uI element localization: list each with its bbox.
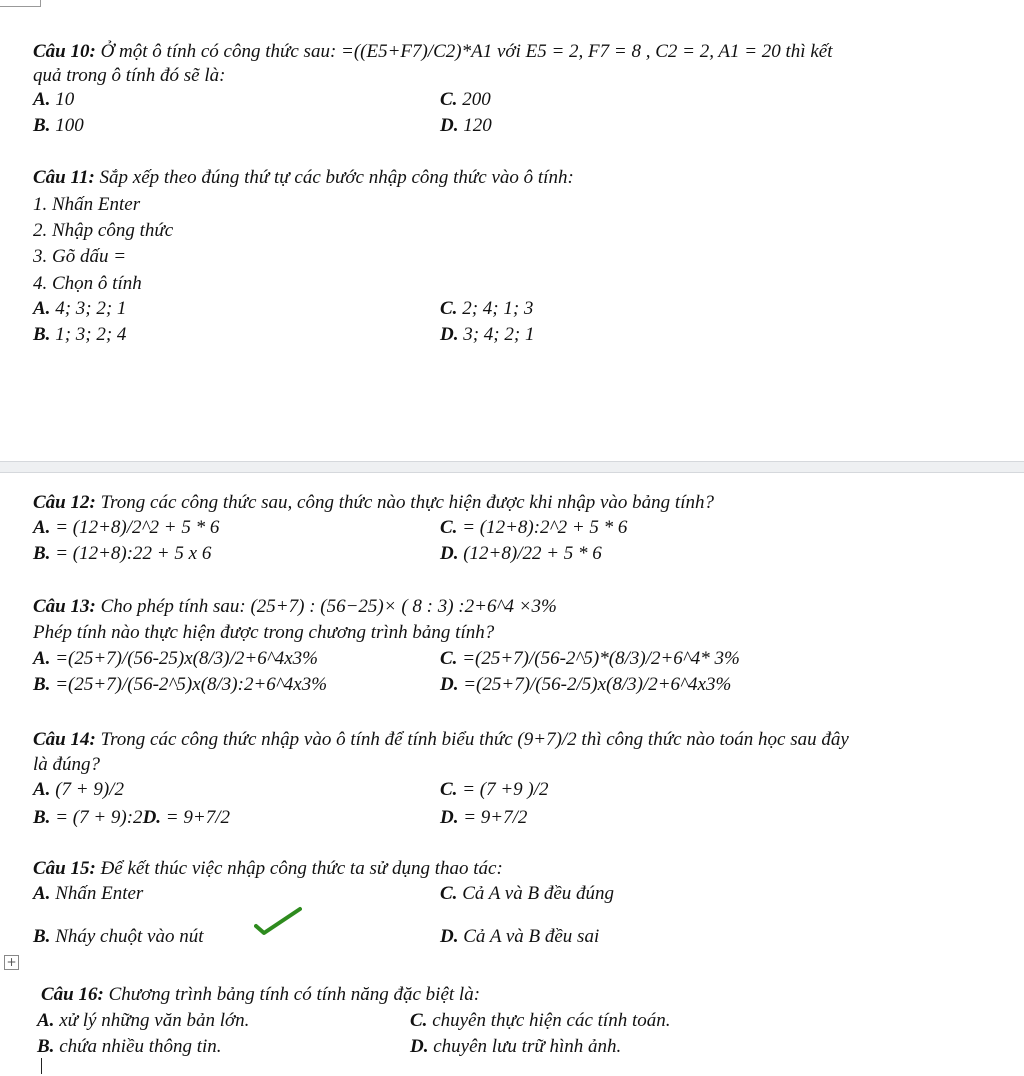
q15-label: Câu 15: [33,858,96,879]
option-letter: C. [440,89,458,110]
q10-option-c [440,87,491,113]
option-text: =(25+7)/(56-25)x(8/3)/2+6^4x3% [50,648,318,669]
option-letter: C. [410,1010,428,1031]
option-text: (12+8)/22 + 5 * 6 [458,543,602,564]
option-text: 2; 4; 1; 3 [457,298,534,319]
option-text: Nháy chuột vào nút [50,926,204,947]
option-text: Cả A và B đều sai [458,926,600,947]
q14-option-a [33,777,124,803]
q11-option-b [33,322,126,348]
option-letter: C. [440,883,458,904]
option-letter: B. [33,674,51,695]
option-text: = (12+8):2^2 + 5 * 6 [457,517,628,538]
q10-label: Câu 10: [33,41,96,62]
option-text: 120 [458,115,492,136]
q15-stem [33,856,503,882]
q13-option-b [33,672,327,698]
table-add-handle[interactable]: + [4,955,19,970]
option-text: chuyên lưu trữ hình ảnh. [428,1036,622,1057]
option-letter: D. [440,543,459,564]
q14-option-b [33,805,230,831]
option-letter: D. [440,674,459,695]
option-text: 4; 3; 2; 1 [50,298,127,319]
q12-stem [33,490,714,516]
q12-option-b [33,541,211,567]
text-cursor [41,1058,42,1074]
q14-option-d [440,805,527,831]
option-text: = (7 +9 )/2 [457,779,549,800]
option-letter: D. [440,115,459,136]
q11-step-4: 4. Chọn ô tính [33,273,142,294]
option-letter: C. [440,517,458,538]
option-letter: B. [33,926,51,947]
q10-stem-text: Ở một ô tính có công thức sau: =((E5+F7)/C2)*A1 với E5 = 2, F7 = 8 , C2 = 2, A1 = 20 thì kết [95,41,833,62]
option-text: = (12+8):22 + 5 x 6 [50,543,212,564]
q14-label: Câu 14: [33,729,96,750]
q16-option-b [37,1034,222,1060]
q13-label: Câu 13: [33,596,96,617]
option-letter: A. [33,883,51,904]
option-letter: A. [33,779,51,800]
option-letter: B. [33,115,51,136]
q12-label: Câu 12: [33,492,96,513]
q13-stem-line1 [33,594,557,620]
q14-stem-line2: là đúng? [33,754,101,775]
q10-option-a [33,87,74,113]
option-letter: B. [33,807,51,828]
option-text: = (12+8)/2^2 + 5 * 6 [50,517,220,538]
q10-option-d [440,113,492,139]
q11-step-2: 2. Nhập công thức [33,220,174,241]
q14-option-c [440,777,549,803]
option-text: chứa nhiều thông tin. [54,1036,222,1057]
q12-stem-text: Trong các công thức sau, công thức nào thực hiện được khi nhập vào bảng tính? [95,492,714,513]
option-text: =(25+7)/(56-2/5)x(8/3)/2+6^4x3% [458,674,732,695]
option-letter: A. [37,1010,55,1031]
option-text: = (7 + 9):2 [50,807,143,828]
page-break [0,461,1024,473]
option-letter: D. [142,807,162,828]
option-text: 200 [457,89,491,110]
option-text: Nhấn Enter [50,883,144,904]
option-letter: A. [33,89,51,110]
option-letter: A. [33,298,51,319]
option-text: 100 [50,115,84,136]
checkmark-icon [254,906,302,936]
q16-option-c [410,1008,670,1034]
q11-step-3: 3. Gõ dấu = [33,246,127,267]
q13-option-d [440,672,731,698]
q13-stem-text: Cho phép tính sau: (25+7) : (56−25)× ( 8 : 3) :2+6^4 ×3% [95,596,557,617]
option-text: chuyên thực hiện các tính toán. [427,1010,671,1031]
option-letter: C. [440,648,458,669]
q11-label: Câu 11: [33,167,95,188]
q11-stem [33,165,574,191]
q11-stem-text: Sắp xếp theo đúng thứ tự các bước nhập công thức vào ô tính: [94,167,574,188]
q11-step-1: 1. Nhấn Enter [33,194,141,215]
q15-option-d [440,924,599,950]
option-text: 10 [50,89,75,110]
option-letter: D. [440,324,459,345]
q16-option-d [410,1034,621,1060]
q12-option-c [440,515,627,541]
q15-stem-text: Để kết thúc việc nhập công thức ta sử dụng thao tác: [95,858,503,879]
q12-option-d [440,541,602,567]
q14-stem-text: Trong các công thức nhập vào ô tính để tính biểu thức (9+7)/2 thì công thức nào toán học sau đây [95,729,849,750]
q16-option-a [37,1008,249,1034]
option-letter: C. [440,779,458,800]
q15-option-c [440,881,614,907]
option-text: =(25+7)/(56-2^5)x(8/3):2+6^4x3% [50,674,328,695]
option-text: = 9+7/2 [161,807,230,828]
option-letter: D. [440,807,459,828]
option-letter: B. [33,324,51,345]
option-letter: A. [33,517,51,538]
q13-option-c [440,646,740,672]
option-letter: A. [33,648,51,669]
option-letter: C. [440,298,458,319]
q11-option-d [440,322,534,348]
q10-stem-line2: quả trong ô tính đó sẽ là: [33,65,226,86]
q11-option-a [33,296,126,322]
q10-option-b [33,113,84,139]
q14-stem-line1 [33,727,849,753]
option-text: 1; 3; 2; 4 [50,324,127,345]
option-text: =(25+7)/(56-2^5)*(8/3)/2+6^4* 3% [457,648,740,669]
q10-stem-line1 [33,39,832,65]
q13-option-a [33,646,318,672]
option-text: 3; 4; 2; 1 [458,324,535,345]
q16-label: Câu 16: [41,984,104,1005]
option-letter: D. [410,1036,429,1057]
option-text: (7 + 9)/2 [50,779,124,800]
option-text: Cả A và B đều đúng [457,883,615,904]
option-letter: D. [440,926,459,947]
option-text: xử lý những văn bản lớn. [54,1010,250,1031]
q11-option-c [440,296,533,322]
q13-stem-line2: Phép tính nào thực hiện được trong chương trình bảng tính? [33,622,495,643]
q12-option-a [33,515,219,541]
option-text: = 9+7/2 [458,807,528,828]
q15-option-a [33,881,143,907]
q16-stem-text: Chương trình bảng tính có tính năng đặc biệt là: [103,984,481,1005]
document-page-1 [0,0,1024,466]
q16-stem [41,982,480,1008]
option-letter: B. [33,543,51,564]
option-letter: B. [37,1036,55,1057]
q15-option-b [33,924,203,950]
